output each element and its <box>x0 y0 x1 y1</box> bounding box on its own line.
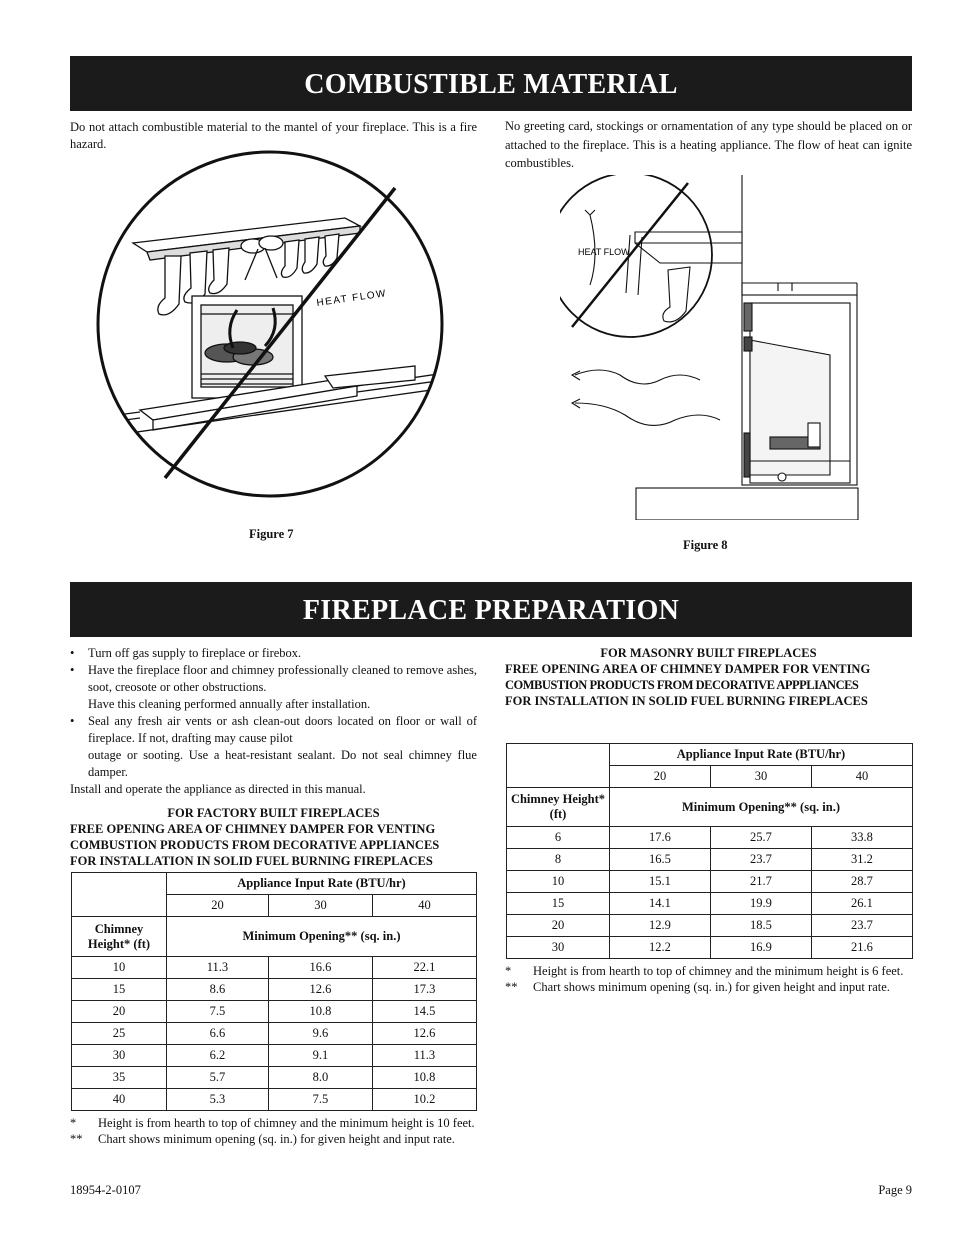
chimney-height-cell: 8 <box>507 849 610 871</box>
table-row <box>72 1045 477 1067</box>
list-item: • Turn off gas supply to fireplace or firebox. <box>70 646 302 660</box>
opening-value-cell: 14.1 <box>610 893 711 915</box>
opening-value-cell: 8.0 <box>268 1067 372 1089</box>
list-item-continuation: Have this cleaning performed annually after installation. <box>88 697 371 711</box>
figure7-heat-label: HEAT FLOW <box>315 288 388 309</box>
table-row <box>72 1023 477 1045</box>
table-row <box>507 849 913 871</box>
table-row <box>72 1067 477 1089</box>
opening-value-cell: 11.3 <box>167 957 269 979</box>
masonry-built-table: Appliance Input Rate (BTU/hr) 20 30 40 Chimney Height* (ft) Minimum Opening** (sq. in.) 6 17.6 25.7 33.8 8 16.5 23.7 31.2 10 15.1 21.7 28.7 15 14.1 19.9 26.1 20 12.9 18.5 23.7 30 12.2 16.9 21.6 <box>506 743 913 959</box>
opening-value-cell: 6.2 <box>167 1045 269 1067</box>
opening-value-cell: 12.2 <box>610 937 711 959</box>
chimney-height-cell: 35 <box>72 1067 167 1089</box>
combustible-left-text: Do not attach combustible material to the mantel of your fireplace. This is a fire hazard. <box>70 120 477 151</box>
opening-value-cell: 17.6 <box>610 827 711 849</box>
table-row <box>507 915 913 937</box>
preparation-bullet-list <box>70 645 477 798</box>
factory-table-notes: * Height is from hearth to top of chimney and the minimum height is 10 feet. ** Chart shows minimum opening (sq. in.) for given height and input rate. <box>70 1116 475 1146</box>
opening-value-cell: 9.6 <box>268 1023 372 1045</box>
masonry-table-notes: * Height is from hearth to top of chimney and the minimum height is 6 feet. ** Chart shows minimum opening (sq. in.) for given height and input rate. <box>505 964 904 994</box>
table-row <box>72 979 477 1001</box>
figure-8-caption: Figure 8 <box>683 538 728 552</box>
opening-value-cell: 25.7 <box>710 827 811 849</box>
chimney-height-cell: 15 <box>72 979 167 1001</box>
opening-value-cell: 11.3 <box>372 1045 476 1067</box>
opening-value-cell: 22.1 <box>372 957 476 979</box>
opening-value-cell: 10.2 <box>372 1089 476 1111</box>
chimney-height-cell: 10 <box>72 957 167 979</box>
table-row <box>507 893 913 915</box>
opening-value-cell: 7.5 <box>167 1001 269 1023</box>
opening-value-cell: 15.1 <box>610 871 711 893</box>
opening-value-cell: 23.7 <box>811 915 912 937</box>
chimney-height-cell: 15 <box>507 893 610 915</box>
opening-value-cell: 8.6 <box>167 979 269 1001</box>
opening-value-cell: 16.6 <box>268 957 372 979</box>
table-row <box>507 827 913 849</box>
table-row <box>72 957 477 979</box>
opening-value-cell: 31.2 <box>811 849 912 871</box>
figure-7-mantel-illustration <box>95 148 445 508</box>
opening-value-cell: 12.6 <box>372 1023 476 1045</box>
opening-value-cell: 17.3 <box>372 979 476 1001</box>
opening-value-cell: 14.5 <box>372 1001 476 1023</box>
chimney-height-cell: 25 <box>72 1023 167 1045</box>
opening-value-cell: 12.9 <box>610 915 711 937</box>
figure8-heat-label: HEAT FLOW <box>578 247 630 257</box>
chimney-height-cell: 6 <box>507 827 610 849</box>
chimney-height-cell: 30 <box>507 937 610 959</box>
list-item: • Have the fireplace floor and chimney professionally cleaned to remove ashes, soot, creosote or other obstructions. <box>70 663 477 694</box>
opening-value-cell: 21.7 <box>710 871 811 893</box>
opening-value-cell: 19.9 <box>710 893 811 915</box>
chimney-height-cell: 20 <box>72 1001 167 1023</box>
page-number: Page 9 <box>878 1183 912 1197</box>
masonry-table-heading: FOR MASONRY BUILT FIREPLACES FREE OPENING AREA OF CHIMNEY DAMPER FOR VENTING COMBUSTION PRODUCTS FROM DECORATIVE APPPLIANCES FOR INSTALLATION IN SOLID FUEL BURNING FIREPLACES <box>505 646 871 708</box>
chimney-height-cell: 30 <box>72 1045 167 1067</box>
opening-value-cell: 33.8 <box>811 827 912 849</box>
section-banner-combustible: COMBUSTIBLE MATERIAL <box>70 56 912 111</box>
opening-value-cell: 5.3 <box>167 1089 269 1111</box>
opening-value-cell: 10.8 <box>268 1001 372 1023</box>
opening-value-cell: 26.1 <box>811 893 912 915</box>
chimney-height-cell: 40 <box>72 1089 167 1111</box>
list-item: • Seal any fresh air vents or ash clean-out doors located on floor or wall of fireplace. If not, drafting may cause pilot <box>70 714 477 745</box>
opening-value-cell: 28.7 <box>811 871 912 893</box>
opening-value-cell: 23.7 <box>710 849 811 871</box>
install-instruction: Install and operate the appliance as directed in this manual. <box>70 782 366 796</box>
chimney-height-cell: 10 <box>507 871 610 893</box>
document-number: 18954-2-0107 <box>70 1183 141 1197</box>
table-row <box>72 1001 477 1023</box>
factory-table-heading: FOR FACTORY BUILT FIREPLACES FREE OPENING AREA OF CHIMNEY DAMPER FOR VENTING COMBUSTION PRODUCTS FROM DECORATIVE APPLIANCES FOR INSTALLATION IN SOLID FUEL BURNING FIREPLACES <box>70 806 440 868</box>
opening-value-cell: 16.9 <box>710 937 811 959</box>
table-row <box>507 937 913 959</box>
factory-built-table: Appliance Input Rate (BTU/hr) 20 30 40 Chimney Height* (ft) Minimum Opening** (sq. in.) 10 11.3 16.6 22.1 15 8.6 12.6 17.3 20 7.5 10.8 14.5 25 6.6 9.6 12.6 30 6.2 9.1 11.3 35 5.7 8.0 10.8 40 5.3 7.5 10.2 <box>71 872 477 1111</box>
figure-7-caption: Figure 7 <box>249 527 294 541</box>
opening-value-cell: 18.5 <box>710 915 811 937</box>
opening-value-cell: 5.7 <box>167 1067 269 1089</box>
chimney-height-cell: 20 <box>507 915 610 937</box>
opening-value-cell: 6.6 <box>167 1023 269 1045</box>
opening-value-cell: 12.6 <box>268 979 372 1001</box>
table-row <box>507 871 913 893</box>
combustible-right-text: No greeting card, stockings or ornamentation of any type should be placed on or attached to the fireplace. This is a heating appliance. The flow of heat can ignite combustibles. <box>505 119 912 170</box>
opening-value-cell: 7.5 <box>268 1089 372 1111</box>
opening-value-cell: 16.5 <box>610 849 711 871</box>
opening-value-cell: 21.6 <box>811 937 912 959</box>
section-banner-preparation: FIREPLACE PREPARATION <box>70 582 912 637</box>
list-item-continuation: outage or sooting. Use a heat-resistant sealant. Do not seal chimney flue damper. <box>88 748 477 779</box>
figure-8-side-view-illustration <box>560 175 860 520</box>
opening-value-cell: 10.8 <box>372 1067 476 1089</box>
opening-value-cell: 9.1 <box>268 1045 372 1067</box>
table-row <box>72 1089 477 1111</box>
